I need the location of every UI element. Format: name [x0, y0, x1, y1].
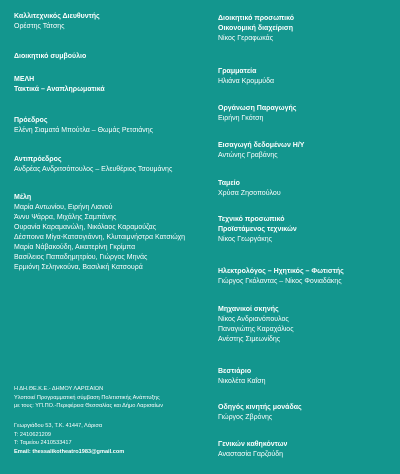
staff-block-name: Νίκος Ανδριανόπουλος [218, 316, 289, 323]
staff-block-title: Εισαγωγή δεδομένων Η/Υ [218, 142, 305, 149]
footer-line1: Υλοποιεί Προγραμματική σύμβαση Πολιτιστικής Ανάπτυξης [14, 394, 160, 401]
electrician-section [218, 267, 344, 287]
staff-block-title: Βεστιάριο [218, 368, 252, 375]
staff-block-subtitle: Οικονομική διαχείριση [218, 25, 293, 32]
contact-fax: Τ: Ταμείου 2410533417 [14, 440, 72, 446]
footer-section [14, 385, 163, 411]
member-row: Μαρία Νάβακούδη, Αικατερίνη Γκρίμπα [14, 244, 136, 251]
footer-org: Η ΔΗ.ΘΕ.Κ.Ε.- ΔΗΜΟΥ ΛΑΡΙΣΑΙΩΝ [14, 386, 104, 392]
production-section [218, 104, 296, 124]
member-row: Μαρία Αντωνίου, Ειρήνη Λιανού [14, 204, 113, 211]
secretariat-section [218, 67, 274, 87]
staff-block-title: Ταμείο [218, 180, 240, 187]
staff-block-name: Γιώργος Ζβρόνης [218, 414, 273, 421]
contact-address: Γεωργιάδου 53, Τ.Κ. 41447, Λάρισα [14, 423, 103, 429]
staff-block-name: Παναγιώτης Καραχάλιος [218, 326, 294, 333]
staff-block-name: Ανέστης Σιμεωνίδης [218, 336, 281, 343]
staff-block-name: Ειρήνη Γκότση [218, 115, 264, 122]
driver-section [218, 403, 302, 423]
artistic-director-title: Καλλιτεχνικός Διευθυντής [14, 13, 100, 20]
member-row: Δέσποινα Μίγα-Κατσογιάννη, Κλυταιμνήστρα Κατσιώχη [14, 234, 186, 241]
members-list-section [14, 193, 185, 273]
admin-staff-section [218, 14, 294, 44]
wardrobe-section [218, 367, 265, 387]
vice-president-section [14, 155, 172, 175]
vice-president-title: Αντιπρόεδρος [14, 156, 62, 163]
staff-block-title: Οδηγός κινητής μονάδας [218, 404, 302, 411]
board-title [14, 52, 86, 62]
staff-block-title: Οργάνωση Παραγωγής [218, 105, 297, 112]
members-heading-section [14, 75, 105, 95]
vice-president-names: Ανδρέας Ανδριτσόπουλος – Ελευθέριος Τσουμάνης [14, 166, 173, 173]
staff-block-title: Μηχανικοί σκηνής [218, 306, 279, 313]
member-row: Βασίλειος Παπαδημητρίου, Γιώργος Μηνάς [14, 254, 148, 261]
president-section [14, 116, 153, 136]
footer-line2: με τους: ΥΠ.ΠΟ.-Περιφέρεια Θεσσαλίας και Δήμο Λαρισαίων [14, 403, 164, 409]
member-row: Ερμιόνη Σεληνκούνα, Βασιλική Κατσουρά [14, 264, 143, 271]
data-entry-section [218, 141, 304, 161]
staff-block-name: Αντώνης Γραβάνης [218, 152, 278, 159]
members-list-title: Μέλη [14, 194, 32, 201]
staff-block-name: Νίκος Γεωργάκης [218, 236, 272, 243]
member-row: Άννυ Ψάρρα, Μιχάλης Σαμπάνης [14, 214, 117, 221]
member-row: Ουρανία Καραμανώλη, Νικόλαος Καραμούζας [14, 224, 157, 231]
staff-block-name: Χρύσα Ζησοπούλου [218, 190, 281, 197]
president-names: Ελένη Σιαματά Μπούτλα – Θωμάς Ρετσιάνης [14, 127, 154, 134]
staff-block-name: Νικολέτα Καΐση [218, 378, 266, 385]
staff-block-name: Ηλιάνα Κρομμύδα [218, 78, 275, 85]
staff-block-title: Διοικητικό προσωπικό [218, 15, 295, 22]
staff-block-subtitle: Προϊστάμενος τεχνικών [218, 226, 297, 233]
artistic-director-section [14, 12, 100, 32]
artistic-director-name: Ορέστης Τάτσης [14, 23, 65, 30]
general-duties-section [218, 440, 287, 460]
members-subtitle: Τακτικά – Αναπληρωματικά [14, 86, 105, 93]
staff-block-title: Γραμματεία [218, 68, 257, 75]
contact-phone: Τ: 2410621209 [14, 431, 52, 438]
staff-block-title: Ηλεκτρολόγος – Ηχητικός – Φωτιστής [218, 268, 344, 275]
staff-block-name: Γιώργος Γκόλαντας – Νίκος Φονιαδάκης [218, 278, 342, 285]
members-title: ΜΕΛΗ [14, 76, 35, 83]
board-title-text: Διοικητικό συμβούλιο [14, 53, 87, 60]
president-title: Πρόεδρος [14, 117, 48, 124]
staff-block-title: Τεχνικό προσωπικό [218, 216, 285, 223]
technical-staff-section [218, 215, 297, 245]
staff-block-name: Νίκος Γεραφωκάς [218, 35, 274, 42]
staff-block-name: Αναστασία Γαρζούδη [218, 451, 284, 458]
stage-crew-section [218, 305, 294, 345]
staff-block-title: Γενικών καθηκόντων [218, 441, 288, 448]
contact-section [14, 422, 124, 456]
cashier-section [218, 179, 281, 199]
contact-email[interactable]: Email: thessalikotheatro1983@gmail.com [14, 448, 125, 455]
